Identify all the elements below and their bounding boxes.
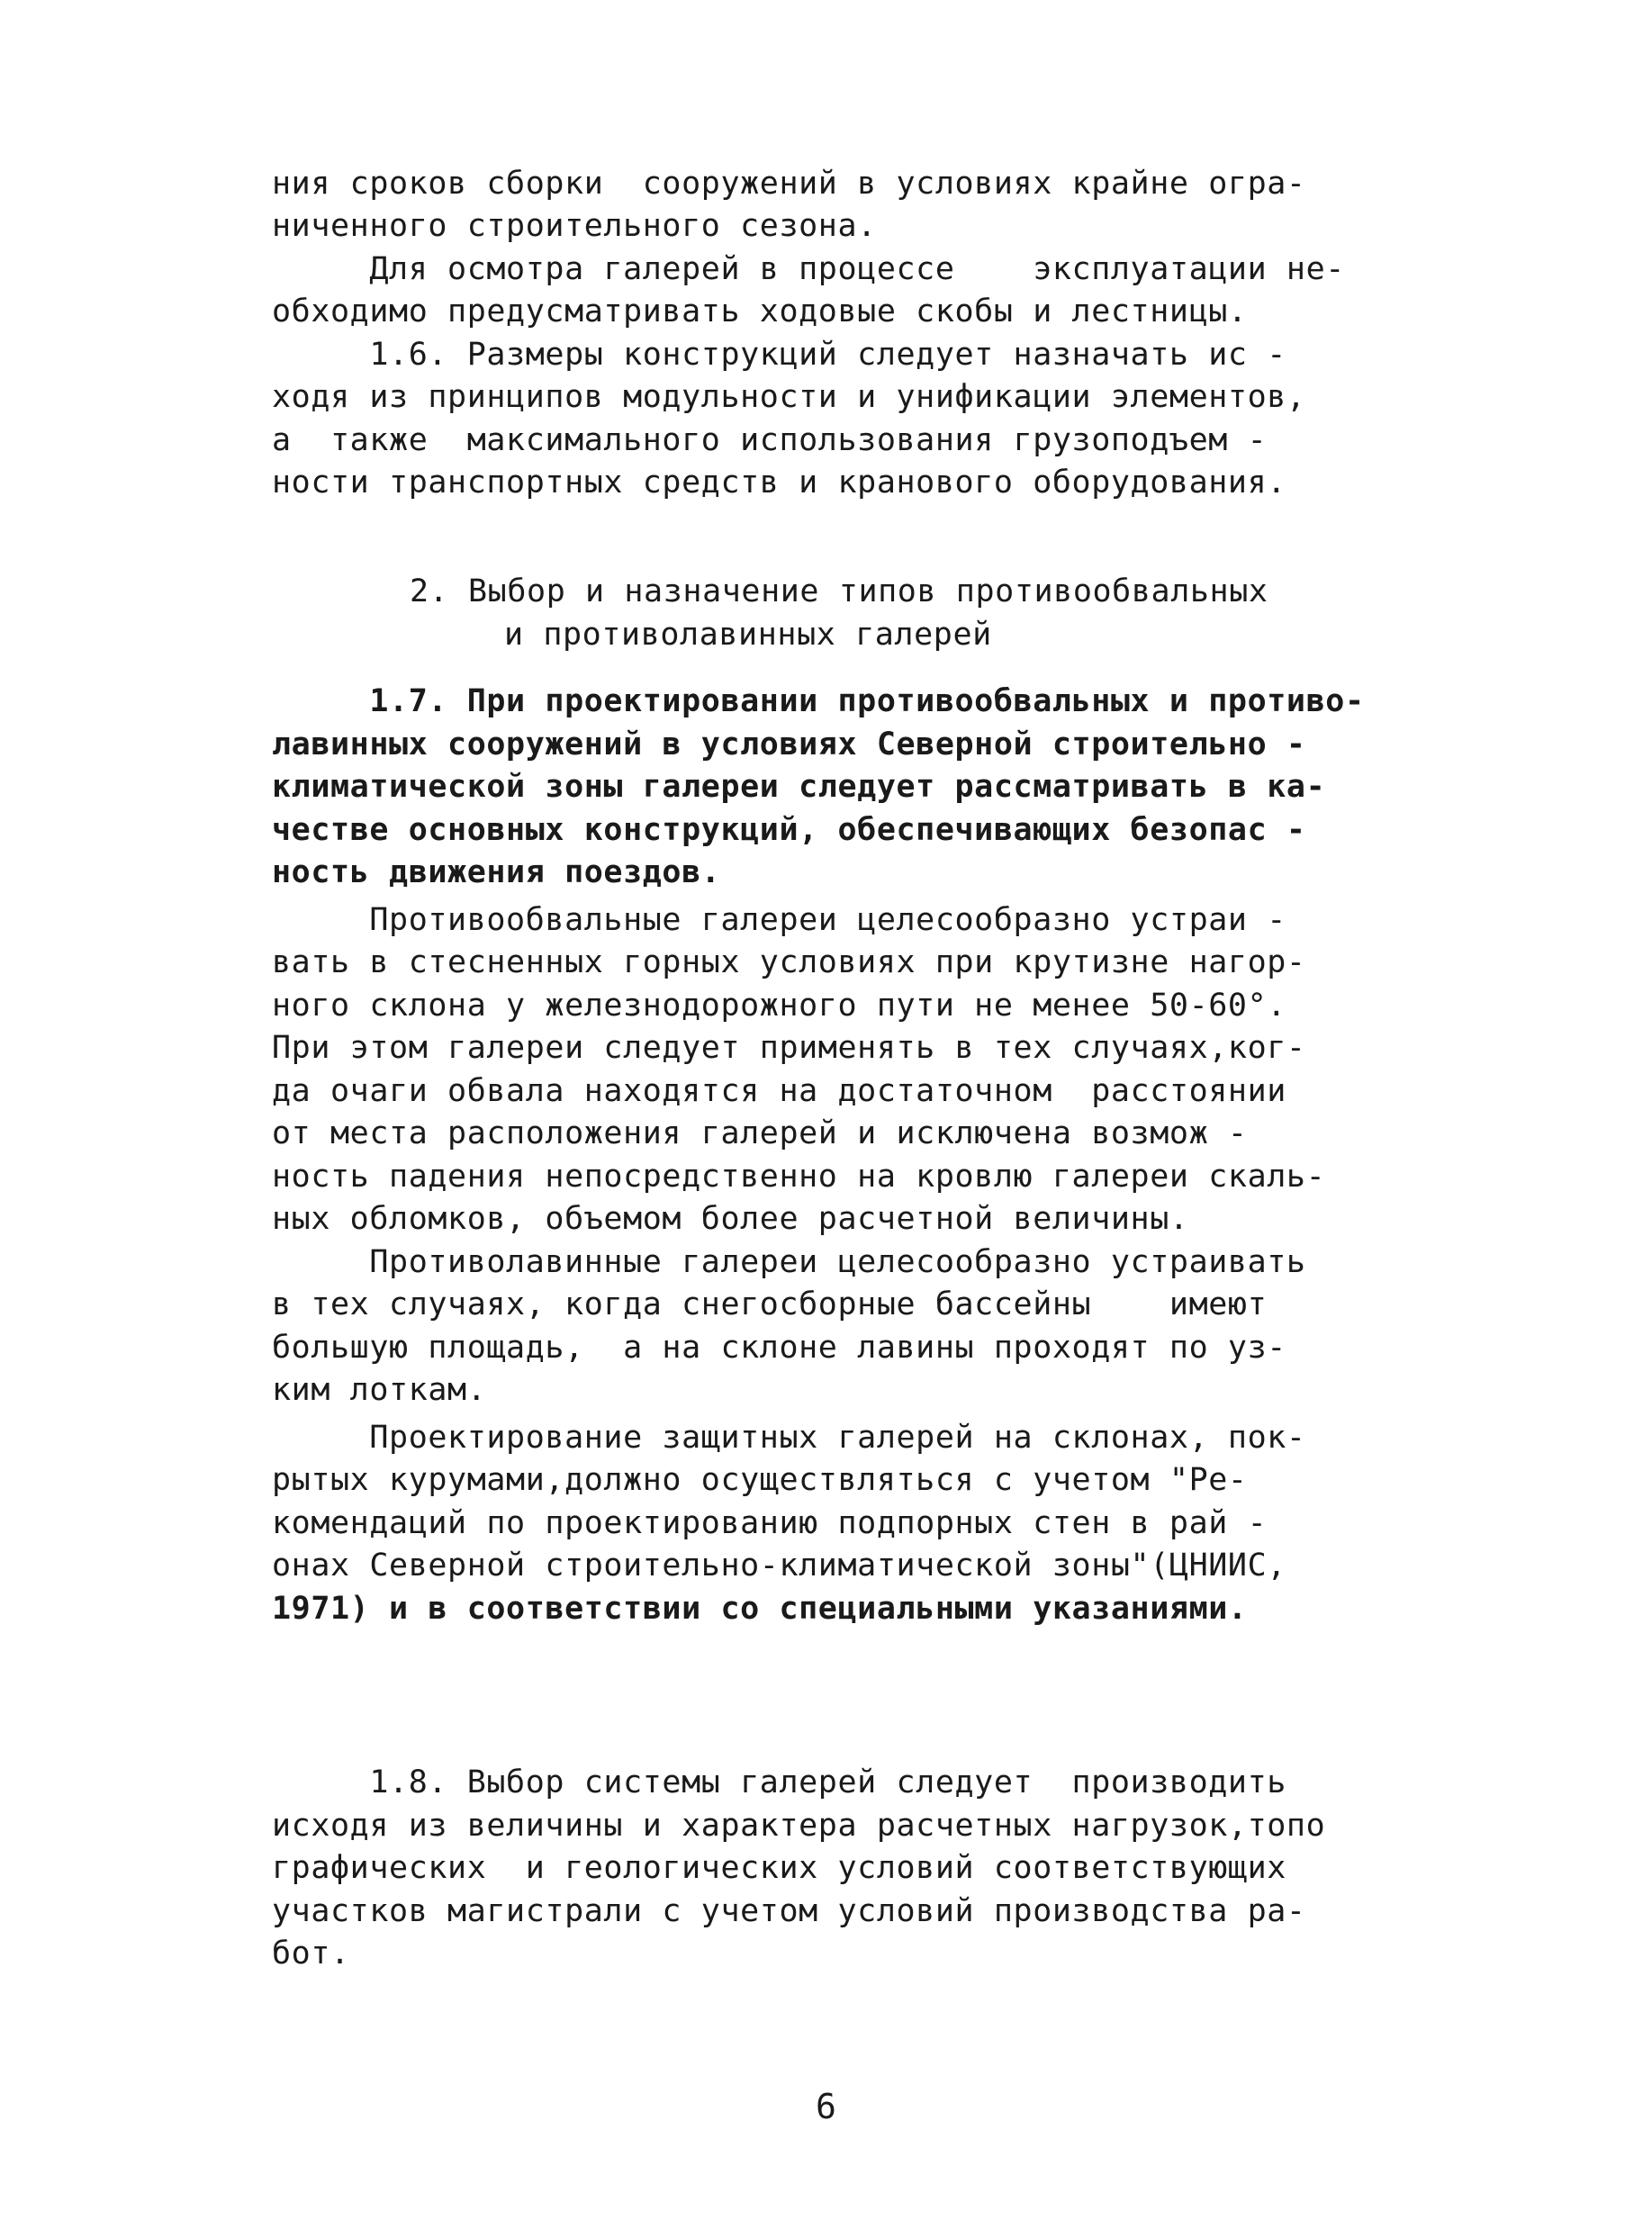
text-line: ность движения поездов. <box>272 854 721 890</box>
section-heading-line: 2. Выбор и назначение типов противообвальных <box>410 573 1268 609</box>
text-line: 1.6. Размеры конструкций следует назначать ис - <box>272 337 1286 373</box>
text-line: вать в стесненных горных условиях при крутизне нагор- <box>272 944 1306 980</box>
text-line: ного склона у железнодорожного пути не менее 50-60°. <box>272 988 1286 1024</box>
text-line: бот. <box>272 1936 350 1972</box>
text-line: комендаций по проектированию подпорных стен в рай - <box>272 1505 1268 1541</box>
text-line: да очаги обвала находятся на достаточном расстоянии <box>272 1073 1286 1109</box>
text-line: а также максимального использования грузоподъем - <box>272 422 1268 458</box>
text-line: ким лоткам. <box>272 1372 487 1408</box>
text-line: участков магистрали с учетом условий производства ра- <box>272 1893 1306 1929</box>
text-line: ходя из принципов модульности и унификации элементов, <box>272 379 1306 415</box>
text-line: исходя из величины и характера расчетных нагрузок,топо <box>272 1808 1326 1844</box>
text-line: 1.8. Выбор системы галерей следует производить <box>272 1764 1286 1800</box>
text-line: лавинных сооружений в условиях Северной строительно - <box>272 726 1306 763</box>
text-line: климатической зоны галереи следует рассматривать в ка- <box>272 769 1326 805</box>
text-line: ность падения непосредственно на кровлю галереи скаль- <box>272 1159 1326 1195</box>
text-line: рытых курумами,должно осуществляться с учетом "Ре- <box>272 1462 1248 1498</box>
text-line: от места расположения галерей и исключена возмож - <box>272 1115 1248 1151</box>
section-heading-line: и противолавинных галерей <box>504 617 992 653</box>
text-line: ных обломков, объемом более расчетной величины. <box>272 1201 1189 1237</box>
text-line: Проектирование защитных галерей на склонах, пок- <box>272 1420 1306 1456</box>
text-line: 1971) и в соответствии со специальными указаниями. <box>272 1591 1248 1627</box>
text-line: Противолавинные галереи целесообразно устраивать <box>272 1244 1306 1280</box>
text-line: в тех случаях, когда снегосборные бассейны имеют <box>272 1286 1268 1322</box>
text-line: графических и геологических условий соответствующих <box>272 1850 1286 1886</box>
text-line: ности транспортных средств и кранового оборудования. <box>272 465 1286 501</box>
text-line: При этом галереи следует применять в тех случаях,ког- <box>272 1030 1306 1066</box>
page-number: 6 <box>816 2087 836 2126</box>
text-line: ниченного строительного сезона. <box>272 208 877 244</box>
text-line: ния сроков сборки сооружений в условиях крайне огра- <box>272 166 1306 202</box>
text-line: Противообвальные галереи целесообразно устраи - <box>272 902 1286 938</box>
text-line: обходимо предусматривать ходовые скобы и лестницы. <box>272 293 1248 329</box>
text-line: большую площадь, а на склоне лавины проходят по уз- <box>272 1330 1286 1366</box>
text-line: онах Северной строительно-климатической зоны"(ЦНИИС, <box>272 1548 1286 1584</box>
text-line: честве основных конструкций, обеспечивающих безопас - <box>272 812 1306 848</box>
text-line: Для осмотра галерей в процессе эксплуатации не- <box>272 251 1345 287</box>
text-line: 1.7. При проектировании противообвальных и противо- <box>272 683 1365 719</box>
